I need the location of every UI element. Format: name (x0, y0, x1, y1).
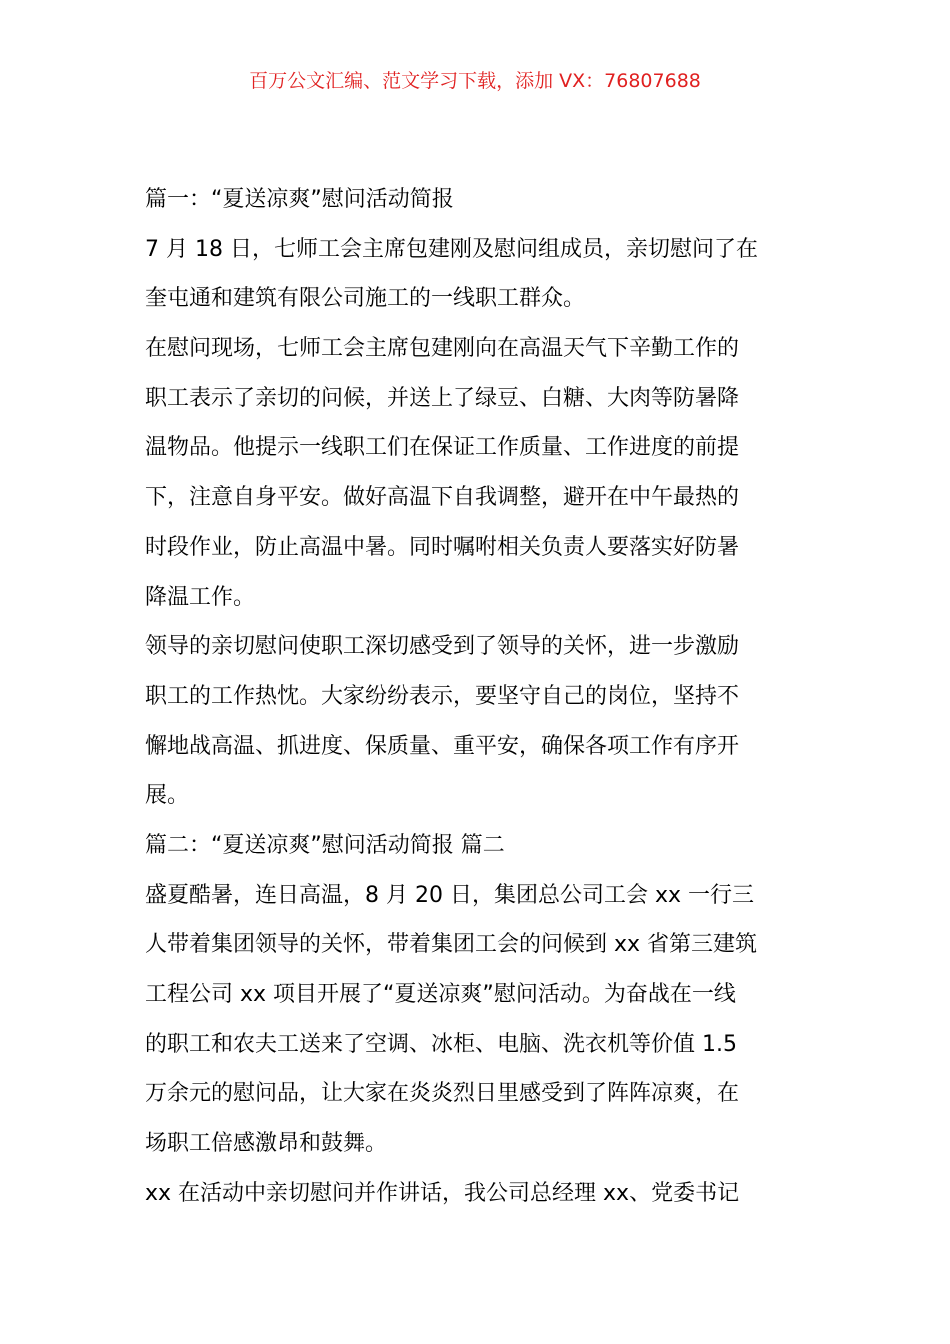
body-text-line: 职工表示了亲切的问候，并送上了绿豆、白糖、大肉等防暑降 (145, 385, 740, 411)
body-text-line: 温物品。他提示一线职工们在保证工作质量、工作进度的前提 (145, 435, 740, 461)
section-heading-2: 篇二：“夏送凉爽”慰问活动简报 篇二 (145, 832, 505, 858)
body-text-line: 职工的工作热忱。大家纷纷表示，要坚守自己的岗位，坚持不 (145, 683, 740, 709)
body-text-line: 万余元的慰问品，让大家在炎炎烈日里感受到了阵阵凉爽，在 (145, 1081, 740, 1107)
body-text-line: 下，注意自身平安。做好高温下自我调整，避开在中午最热的 (145, 485, 740, 511)
body-text-line: xx 在活动中亲切慰问并作讲话，我公司总经理 xx、党委书记 (145, 1180, 740, 1206)
body-text-line: 降温工作。 (145, 584, 256, 610)
body-text-line: 懈地战高温、抓进度、保质量、重平安，确保各项工作有序开 (145, 733, 740, 759)
body-text-line: 奎屯通和建筑有限公司施工的一线职工群众。 (145, 286, 586, 312)
body-text-line: 工程公司 xx 项目开展了“夏送凉爽”慰问活动。为奋战在一线 (145, 982, 736, 1007)
body-text-line: 的职工和农夫工送来了空调、冰柜、电脑、洗衣机等价值 1.5 (145, 1031, 737, 1057)
body-text-line: 时段作业，防止高温中暑。同时嘱咐相关负责人要落实好防暑 (145, 534, 740, 560)
section-heading-1: 篇一：“夏送凉爽”慰问活动简报 (145, 187, 454, 212)
document-header-banner: 百万公文汇编、范文学习下载，添加 VX：76807688 (249, 70, 701, 92)
body-text-line: 人带着集团领导的关怀，带着集团工会的问候到 xx 省第三建筑 (145, 932, 758, 958)
body-text-line: 在慰问现场，七师工会主席包建刚向在高温天气下辛勤工作的 (145, 336, 740, 362)
body-text-line: 盛夏酷暑，连日高温，8 月 20 日，集团总公司工会 xx 一行三 (145, 882, 754, 908)
body-text-line: 领导的亲切慰问使职工深切感受到了领导的关怀，进一步激励 (145, 634, 740, 660)
body-text-line: 场职工倍感激昂和鼓舞。 (145, 1131, 388, 1157)
body-text-line: 7 月 18 日，七师工会主席包建刚及慰问组成员，亲切慰问了在 (145, 236, 758, 262)
document-body (145, 175, 810, 1218)
body-text-line: 展。 (145, 783, 190, 809)
